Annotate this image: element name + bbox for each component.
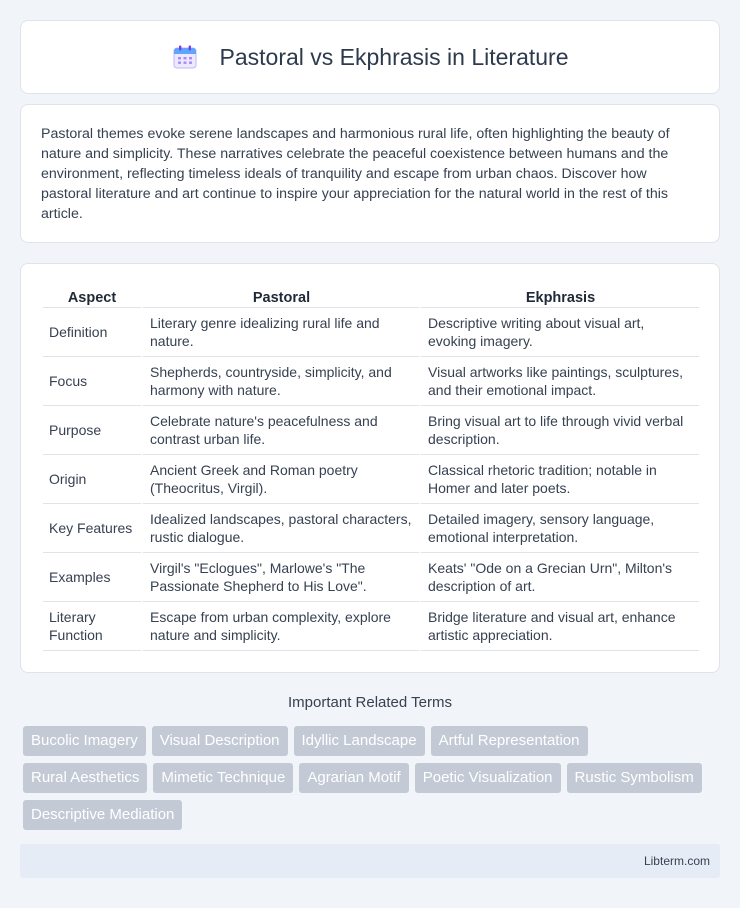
table-row [43,602,699,651]
header-card [20,20,720,94]
related-term-tag[interactable]: Rustic Symbolism [567,763,702,793]
related-term-tag[interactable]: Bucolic Imagery [23,726,146,756]
page-title: Pastoral vs Ekphrasis in Literature [219,43,569,70]
related-term-tag[interactable]: Poetic Visualization [415,763,561,793]
table-row [43,504,699,553]
calendar-icon [172,44,198,70]
cell-ekphrasis: Detailed imagery, sensory language, emotional interpretation. [419,504,699,553]
cell-aspect: Focus [43,357,141,406]
cell-ekphrasis: Bring visual art to life through vivid verbal description. [419,406,699,455]
comparison-table [43,280,699,651]
comparison-table-card [20,263,720,673]
cell-pastoral: Celebrate nature's peacefulness and contrast urban life. [141,406,419,455]
cell-aspect: Literary Function [43,602,141,651]
table-row [43,553,699,602]
related-terms-title: Important Related Terms [288,694,452,711]
cell-ekphrasis: Keats' "Ode on a Grecian Urn", Milton's description of art. [419,553,699,602]
cell-pastoral: Idealized landscapes, pastoral characters, rustic dialogue. [141,504,419,553]
cell-pastoral: Shepherds, countryside, simplicity, and harmony with nature. [141,357,419,406]
related-term-tag[interactable]: Agrarian Motif [299,763,408,793]
cell-aspect: Origin [43,455,141,504]
related-term-tag[interactable]: Rural Aesthetics [23,763,147,793]
related-term-tag[interactable]: Idyllic Landscape [294,726,425,756]
cell-ekphrasis: Visual artworks like paintings, sculptures, and their emotional impact. [419,357,699,406]
header-pastoral: Pastoral [141,280,419,308]
table-header-row [43,280,699,308]
cell-aspect: Purpose [43,406,141,455]
cell-pastoral: Literary genre idealizing rural life and nature. [141,308,419,357]
cell-ekphrasis: Descriptive writing about visual art, evoking imagery. [419,308,699,357]
cell-aspect: Examples [43,553,141,602]
related-term-tag[interactable]: Descriptive Mediation [23,800,182,830]
intro-paragraph: Pastoral themes evoke serene landscapes and harmonious rural life, often highlighting the beauty of nature and simplicity. These narratives celebrate the peaceful coexistence between humans and the environment, reflecting timeless ideals of tranquility and escape from urban chaos. Discover how pastoral literature and art continue to inspire your appreciation for the natural world in the rest of this article. [41,126,670,222]
related-term-tag[interactable]: Mimetic Technique [153,763,293,793]
cell-pastoral: Ancient Greek and Roman poetry (Theocritus, Virgil). [141,455,419,504]
table-row [43,357,699,406]
table-row [43,406,699,455]
footer-brand-link[interactable]: Libterm.com [643,854,710,868]
intro-card [20,104,720,243]
cell-pastoral: Escape from urban complexity, explore nature and simplicity. [141,602,419,651]
related-terms-list [23,726,713,830]
cell-pastoral: Virgil's "Eclogues", Marlowe's "The Passionate Shepherd to His Love". [141,553,419,602]
cell-ekphrasis: Bridge literature and visual art, enhance artistic appreciation. [419,602,699,651]
header-aspect: Aspect [43,280,141,308]
footer [20,844,720,878]
cell-ekphrasis: Classical rhetoric tradition; notable in Homer and later poets. [419,455,699,504]
table-row [43,455,699,504]
related-term-tag[interactable]: Visual Description [152,726,288,756]
header-ekphrasis: Ekphrasis [419,280,699,308]
cell-aspect: Key Features [43,504,141,553]
cell-aspect: Definition [43,308,141,357]
title-wrap [172,44,569,71]
table-row [43,308,699,357]
related-term-tag[interactable]: Artful Representation [431,726,588,756]
